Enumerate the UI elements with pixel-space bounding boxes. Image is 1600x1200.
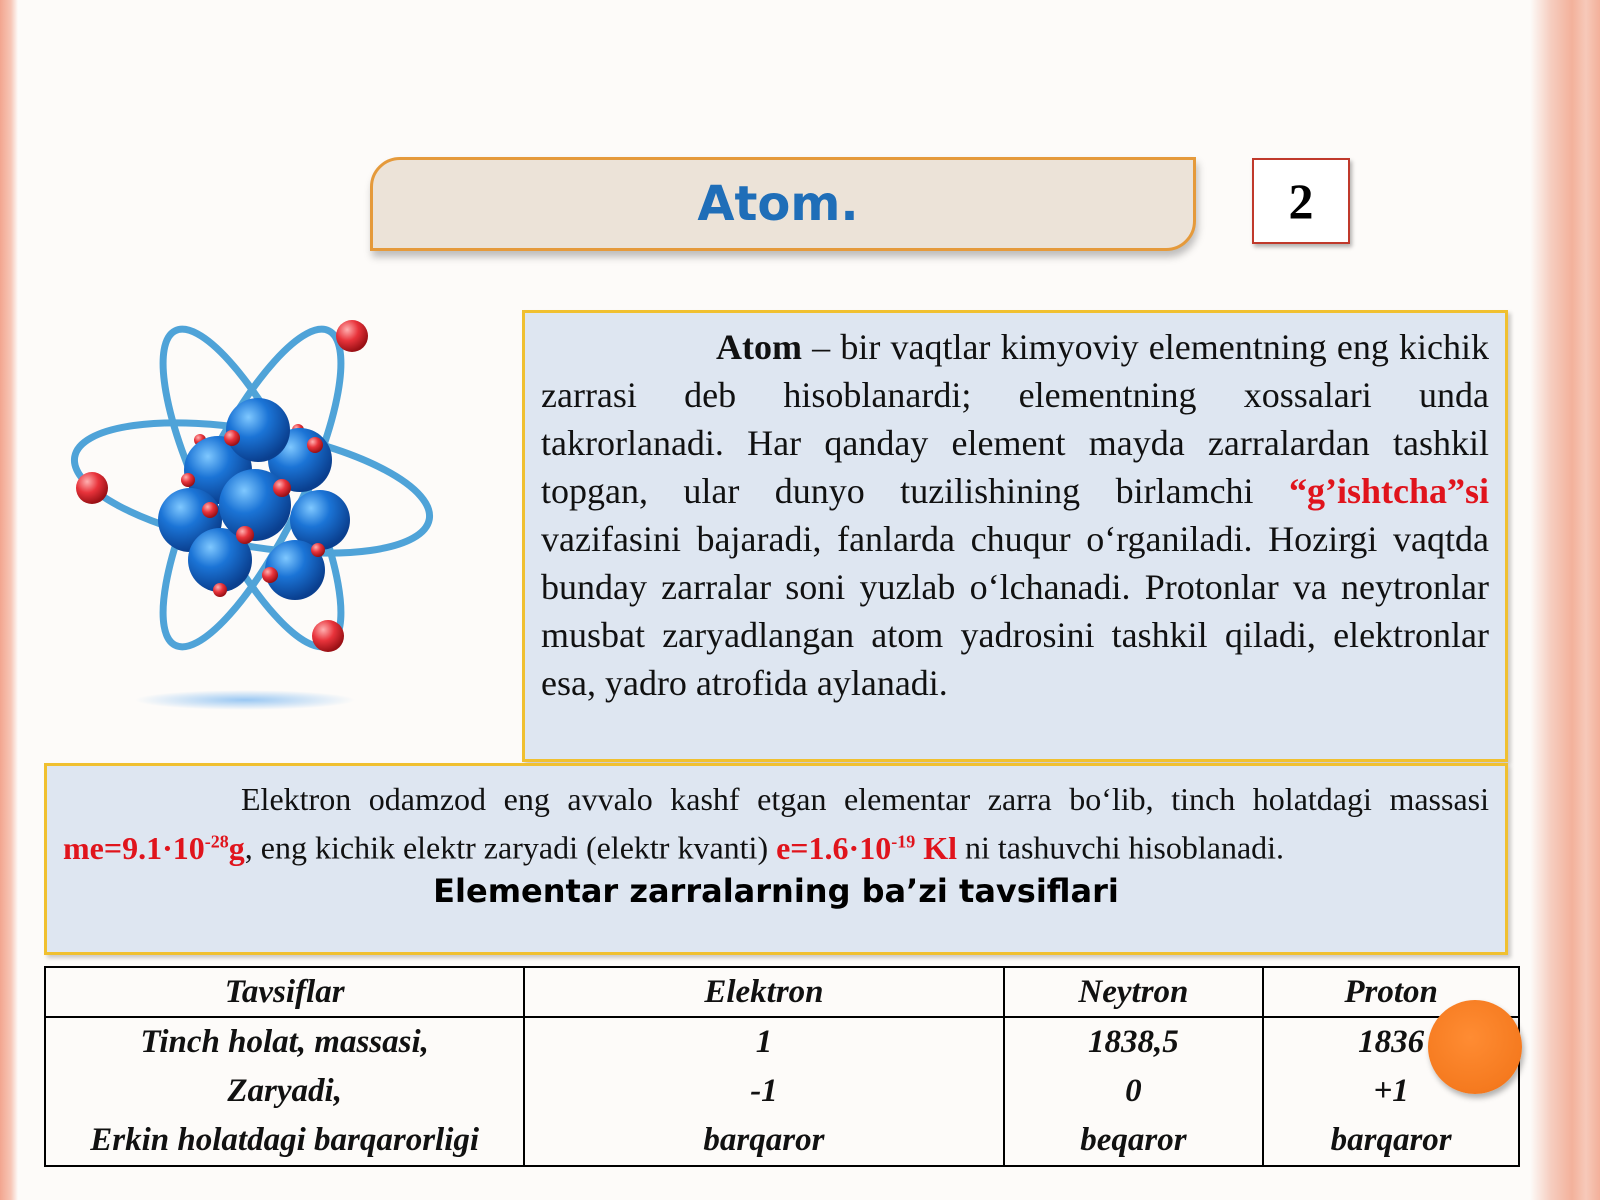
table-header-cell: Neytron	[1004, 967, 1264, 1017]
right-border-decoration	[1530, 0, 1600, 1200]
table-header-cell: Tavsiflar	[45, 967, 524, 1017]
definition-highlight: “g’ishtcha”si	[1288, 471, 1489, 511]
table-cell-neutron	[1004, 1017, 1264, 1166]
page-title: Atom.	[697, 176, 859, 232]
table-row	[45, 1017, 1519, 1166]
definition-part2: vazifasini bajaradi, fanlarda chuqur o‘rganiladi. Hozirgi vaqtda bunday zarralar soni yuzlab o‘lchanadi. Protonlar va neytronlar musbat zaryadlangan atom yadrosini tashkil qiladi, elektronlar esa, yadro atrofida aylanadi.	[541, 519, 1489, 703]
table-cell: 1	[755, 1024, 773, 1060]
left-border-decoration	[0, 0, 18, 1200]
definition-text	[541, 323, 1489, 707]
electron-part2: , eng kichik elektr zaryadi (elektr kvanti)	[244, 829, 777, 866]
electron-mass-base: me=9.1·10	[63, 829, 205, 866]
title-banner	[370, 157, 1196, 251]
table-cell-properties	[45, 1017, 524, 1166]
atom-illustration	[70, 320, 450, 720]
electron-charge-base: e=1.6·10	[776, 829, 892, 866]
orange-dot-decoration	[1428, 1000, 1522, 1094]
electron-charge-exp: -19	[891, 831, 916, 851]
table-cell: Zaryadi,	[227, 1073, 342, 1109]
table-cell: Tinch holat, massasi,	[140, 1024, 429, 1060]
table-header-row	[45, 967, 1519, 1017]
electron-text	[63, 778, 1489, 869]
table-cell: Erkin holatdagi barqarorligi	[90, 1122, 480, 1158]
electron-part1: Elektron odamzod eng avvalo kashf etgan elementar zarra bo‘lib, tinch holatdagi massasi	[241, 781, 1489, 817]
definition-box	[522, 310, 1508, 762]
page-number: 2	[1288, 173, 1314, 229]
table-cell: +1	[1373, 1073, 1409, 1109]
table-header-cell: Elektron	[524, 967, 1003, 1017]
definition-part1: – bir vaqtlar kimyoviy elementning eng kichik zarrasi deb hisoblanardi; elementning xossalari unda takrorlanadi. Har qanday element mayda zarralardan tashkil topgan, ular dunyo tuzilishining birlamchi	[541, 327, 1489, 511]
electron-box	[44, 763, 1508, 955]
definition-term: Atom	[716, 327, 802, 367]
table-cell: 1838,5	[1088, 1024, 1179, 1060]
electron-part3: ni tashuvchi hisoblanadi.	[956, 829, 1285, 866]
table-heading: Elementar zarralarning ba’zi tavsiflari	[433, 871, 1119, 910]
particle-properties-table	[44, 966, 1520, 1167]
page-number-box	[1252, 158, 1350, 244]
electron-mass-exp: -28	[204, 831, 229, 851]
atom-icon	[70, 320, 450, 720]
table-cell: 1836	[1358, 1024, 1425, 1060]
table-cell: barqaror	[703, 1122, 825, 1158]
electron-mass	[63, 830, 245, 866]
electron-charge	[776, 830, 957, 866]
table-header-cell: Proton	[1263, 967, 1519, 1017]
table-cell-electron	[524, 1017, 1003, 1166]
electron-mass-unit: g	[228, 829, 245, 866]
electron-charge-unit: Kl	[915, 829, 957, 866]
table-cell: barqaror	[1330, 1122, 1452, 1158]
table-cell: 0	[1125, 1073, 1142, 1109]
table-cell: -1	[750, 1073, 778, 1109]
table-cell: beqaror	[1080, 1122, 1187, 1158]
